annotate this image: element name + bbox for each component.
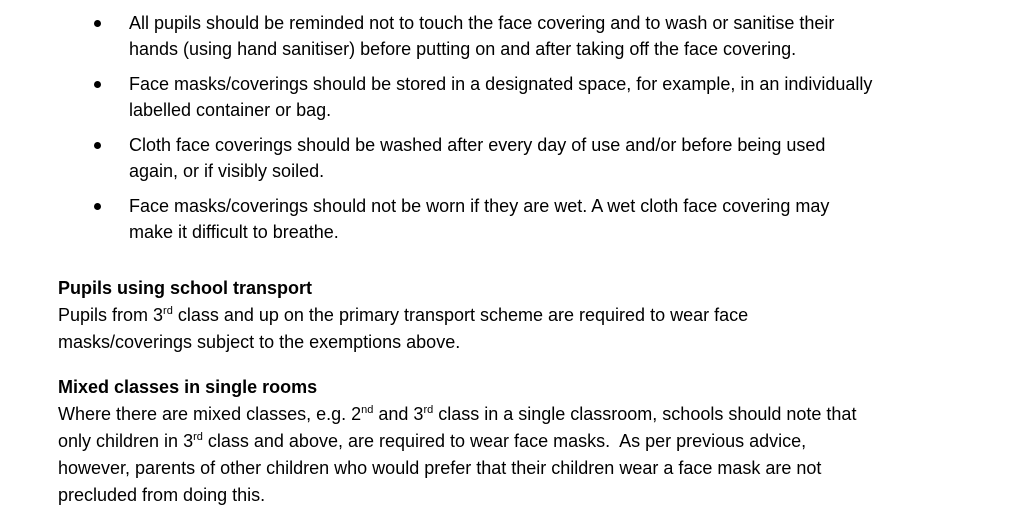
body-text: Pupils from 3 — [58, 305, 164, 325]
bullet-icon — [94, 203, 101, 210]
body-text: class and above, are required to wear face masks. As per previous advice, — [202, 431, 807, 451]
bullet-item-wet-masks — [90, 193, 990, 245]
body-text: Where there are mixed classes, e.g. 2 — [58, 404, 362, 424]
ordinal-superscript: rd — [193, 431, 203, 443]
ordinal-superscript: rd — [423, 404, 434, 416]
body-text: class in a single classroom, schools should note that — [433, 404, 857, 424]
bullet-icon — [94, 20, 101, 27]
bullet-text-line: make it difficult to breathe. — [129, 222, 339, 242]
bullet-text-line: Cloth face coverings should be washed after every day of use and/or before being used — [129, 135, 826, 155]
bullet-text-line: again, or if visibly soiled. — [129, 161, 325, 181]
bullet-item-hand-hygiene — [90, 10, 990, 62]
bullet-icon — [94, 81, 101, 88]
body-text: masks/coverings subject to the exemptions above. — [58, 332, 461, 352]
school-transport-section — [58, 275, 988, 356]
ordinal-superscript: rd — [163, 305, 173, 317]
section-body — [58, 302, 988, 356]
face-covering-bullet-list — [90, 10, 990, 254]
body-text: only children in 3 — [58, 431, 194, 451]
mixed-classes-section — [58, 374, 988, 509]
section-heading: Pupils using school transport — [58, 278, 313, 298]
bullet-item-washing — [90, 132, 990, 184]
body-text: class and up on the primary transport scheme are required to wear face — [172, 305, 749, 325]
ordinal-superscript: nd — [361, 404, 374, 416]
bullet-item-storage — [90, 71, 990, 123]
body-text: and 3 — [373, 404, 424, 424]
bullet-text-line: hands (using hand sanitiser) before putting on and after taking off the face covering. — [129, 39, 797, 59]
bullet-icon — [94, 142, 101, 149]
bullet-text-line: Face masks/coverings should not be worn if they are wet. A wet cloth face covering may — [129, 196, 830, 216]
bullet-text-line: labelled container or bag. — [129, 100, 332, 120]
section-body — [58, 401, 988, 509]
bullet-text-line: All pupils should be reminded not to touch the face covering and to wash or sanitise their — [129, 13, 835, 33]
body-text: however, parents of other children who would prefer that their children wear a face mask are not — [58, 458, 822, 478]
bullet-text-line: Face masks/coverings should be stored in a designated space, for example, in an individually — [129, 74, 873, 94]
body-text: precluded from doing this. — [58, 485, 266, 505]
section-heading: Mixed classes in single rooms — [58, 377, 318, 397]
